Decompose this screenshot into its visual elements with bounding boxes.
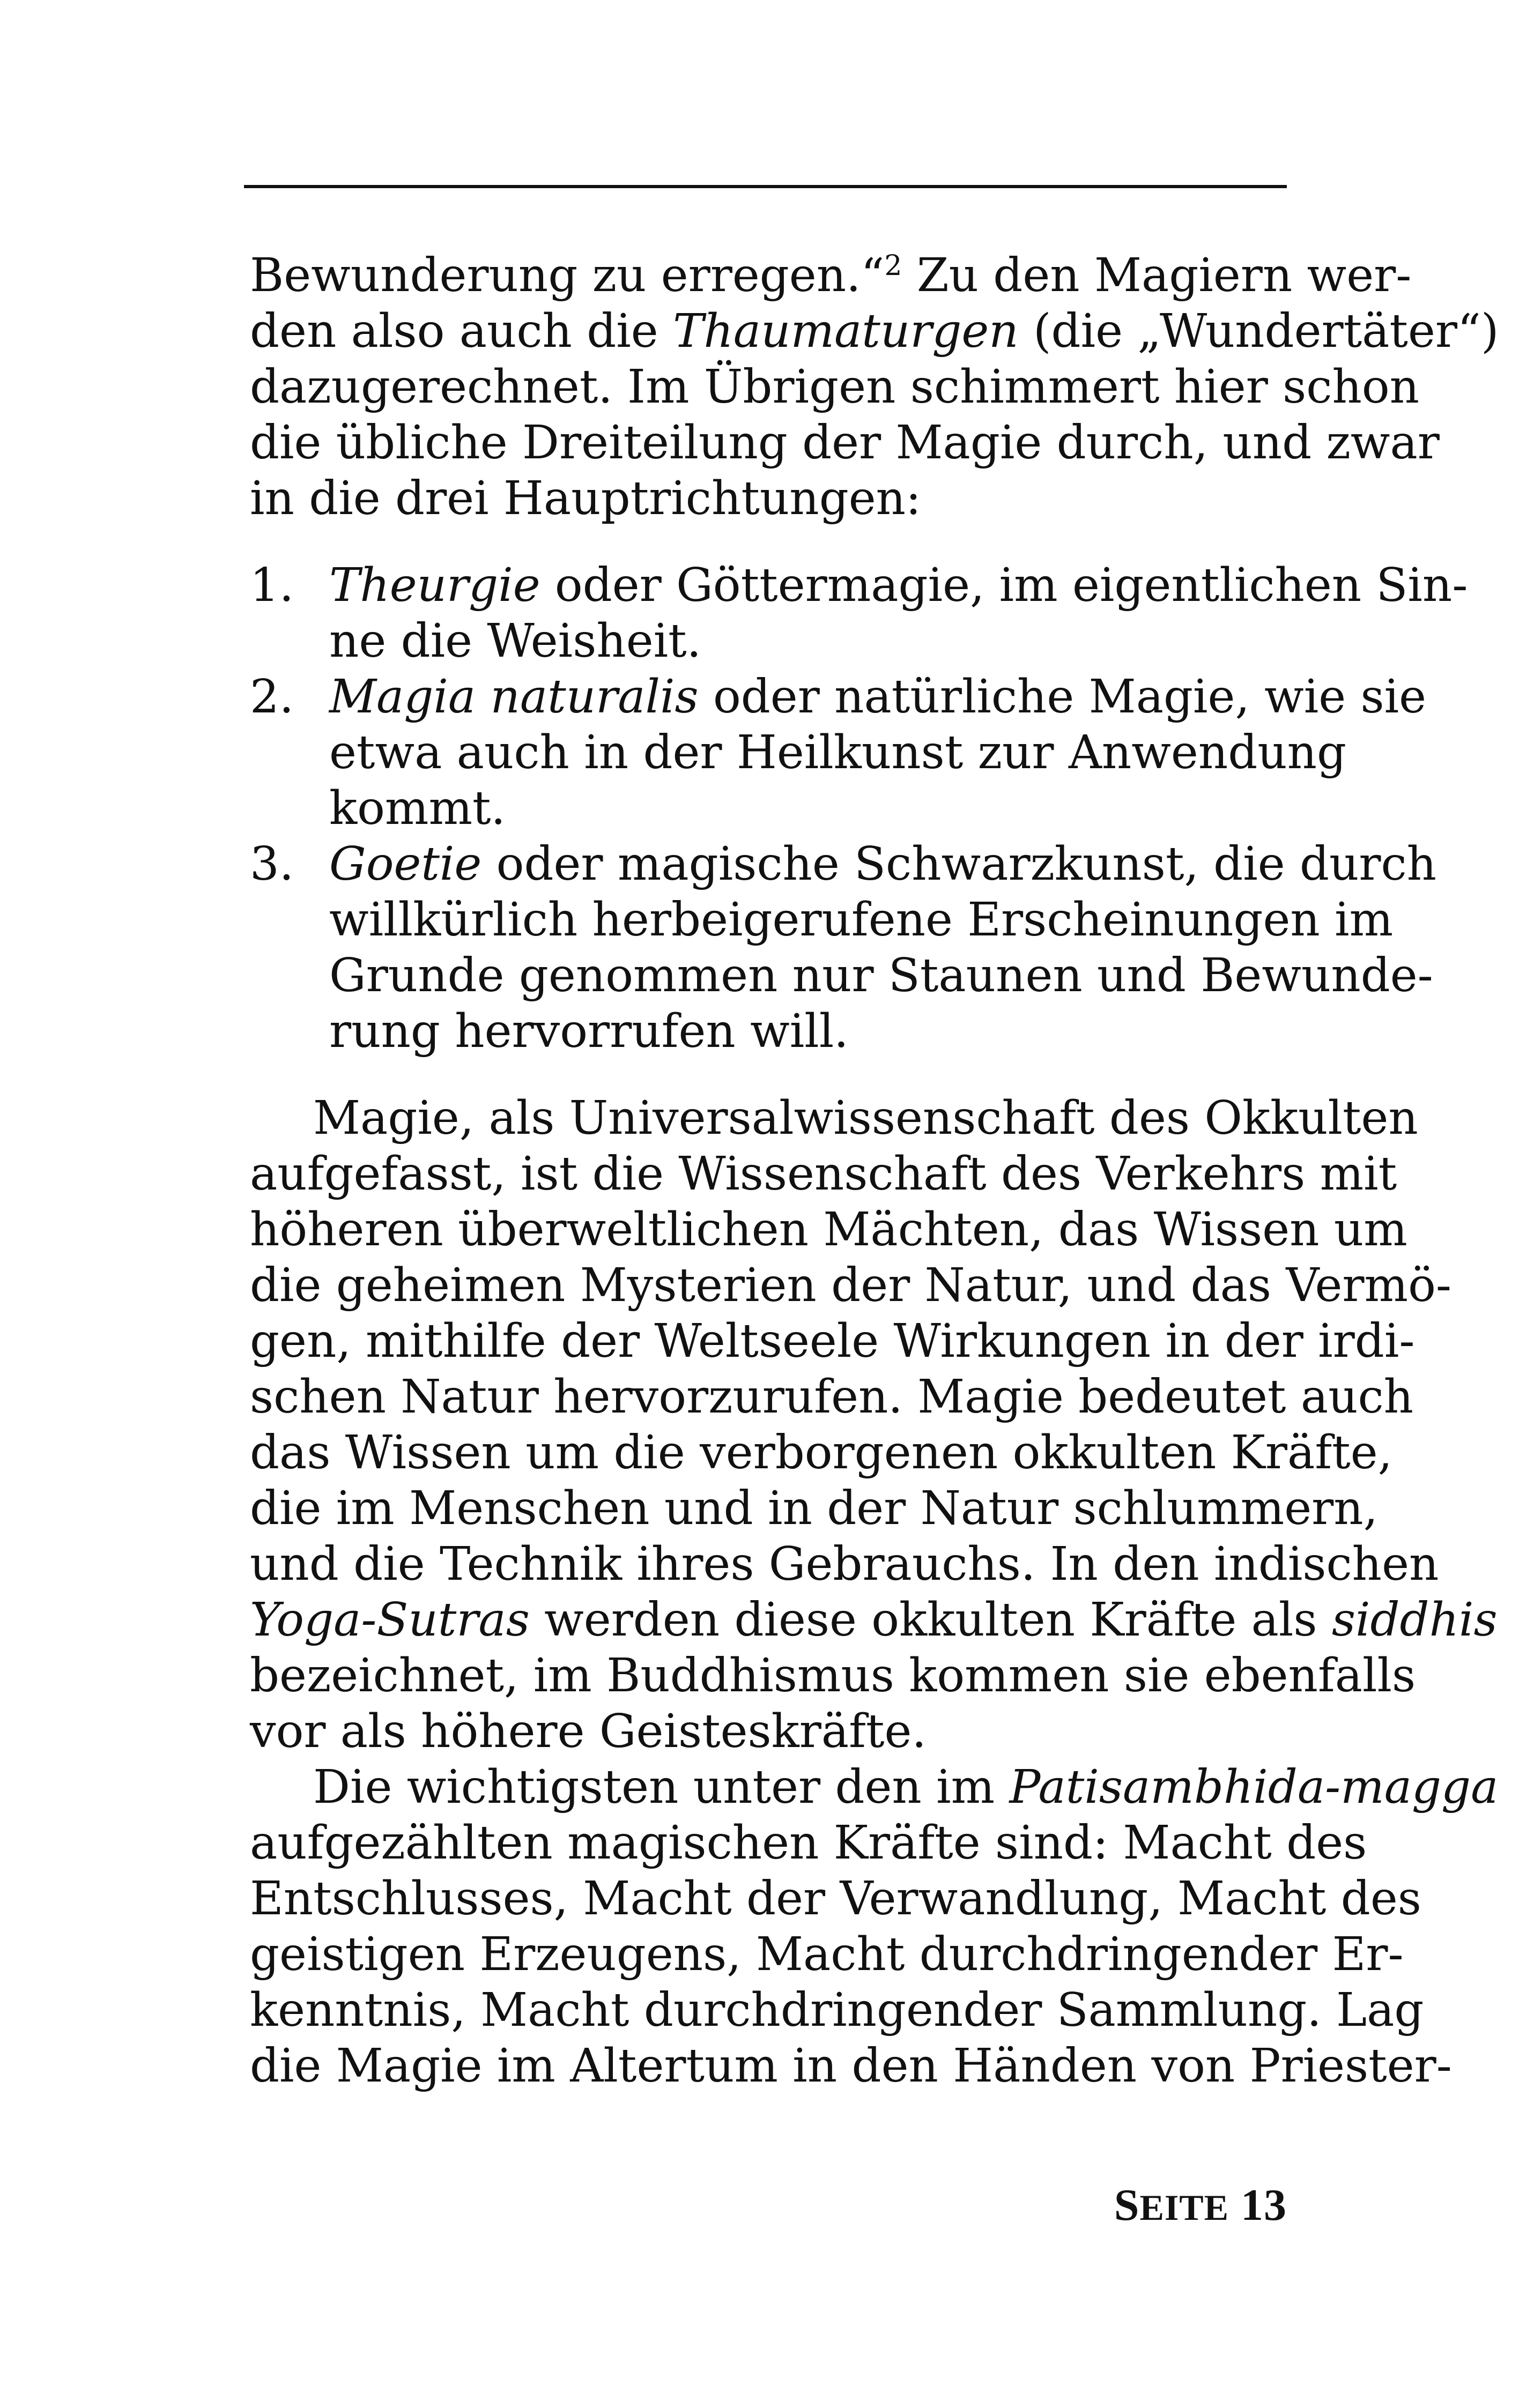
- list-number: 2.: [250, 670, 294, 724]
- text-line: geistigen Erzeugens, Macht durchdringender Er-: [250, 1928, 1404, 1981]
- list-item: [250, 558, 1468, 669]
- text-line: kommt.: [329, 782, 506, 835]
- paragraph-1: [250, 248, 1499, 526]
- list-item: [250, 669, 1426, 836]
- text-line: Die wichtigsten unter den im Patisambhida-magga: [313, 1760, 1499, 1814]
- body-text: [250, 248, 1499, 2094]
- text-line: ne die Weisheit.: [329, 614, 702, 668]
- text-line: vor als höhere Geisteskräfte.: [250, 1705, 927, 1758]
- text-line: Entschlusses, Macht der Verwandlung, Macht des: [250, 1872, 1421, 1926]
- text-line: Magie, als Universalwissenschaft des Okkulten: [313, 1091, 1418, 1145]
- text-line: etwa auch in der Heilkunst zur Anwendung: [329, 726, 1347, 779]
- text-line: und die Technik ihres Gebrauchs. In den indischen: [250, 1537, 1439, 1591]
- numbered-list: [250, 558, 1468, 1059]
- text-line: Yoga-Sutras werden diese okkulten Kräfte als siddhis: [250, 1593, 1498, 1647]
- text-line: kenntnis, Macht durchdringender Sammlung. Lag: [250, 1983, 1424, 2037]
- text-line: die geheimen Mysterien der Natur, und das Vermö-: [250, 1259, 1451, 1312]
- text-line: die übliche Dreiteilung der Magie durch, und zwar: [250, 416, 1440, 470]
- footnote-marker: 2: [884, 250, 902, 282]
- text-line: rung hervorrufen will.: [329, 1005, 849, 1058]
- text-line: bezeichnet, im Buddhismus kommen sie ebenfalls: [250, 1649, 1416, 1703]
- text-line: Goetie oder magische Schwarzkunst, die durch: [329, 837, 1437, 891]
- text-line: höheren überweltlichen Mächten, das Wissen um: [250, 1203, 1407, 1257]
- paragraph-2: [250, 1090, 1498, 1759]
- text-line: schen Natur hervorzurufen. Magie bedeutet auch: [250, 1370, 1414, 1424]
- text-line: die im Menschen und in der Natur schlummern,: [250, 1482, 1378, 1535]
- text-line: Bewunderung zu erregen.“$^2$ Zu den Magiern wer-: [250, 249, 1412, 302]
- text-line: aufgefasst, ist die Wissenschaft des Verkehrs mit: [250, 1147, 1397, 1201]
- text-line: in die drei Hauptrichtungen:: [250, 472, 921, 525]
- header-rule: [244, 185, 1287, 188]
- text-line: aufgezählten magischen Kräfte sind: Macht des: [250, 1816, 1367, 1870]
- text-line: willkürlich herbeigerufene Erscheinungen im: [329, 893, 1394, 947]
- text-line: die Magie im Altertum in den Händen von Priester-: [250, 2039, 1452, 2093]
- text-line: das Wissen um die verborgenen okkulten Kräfte,: [250, 1426, 1392, 1480]
- text-line: dazugerechnet. Im Übrigen schimmert hier schon: [250, 360, 1419, 414]
- text-line: Theurgie oder Göttermagie, im eigentlichen Sin-: [329, 559, 1468, 612]
- text-line: Magia naturalis oder natürliche Magie, wie sie: [329, 670, 1426, 724]
- text-line: gen, mithilfe der Weltseele Wirkungen in der irdi-: [250, 1314, 1415, 1368]
- list-number: 1.: [250, 559, 294, 612]
- page-number: SEITE 13: [1114, 2180, 1287, 2230]
- text-line: Grunde genommen nur Staunen und Bewunde-: [329, 949, 1433, 1002]
- paragraph-3: [250, 1759, 1499, 2094]
- list-number: 3.: [250, 837, 294, 891]
- text-line: den also auch die Thaumaturgen (die „Wundertäter“): [250, 304, 1499, 358]
- list-item: [250, 836, 1437, 1059]
